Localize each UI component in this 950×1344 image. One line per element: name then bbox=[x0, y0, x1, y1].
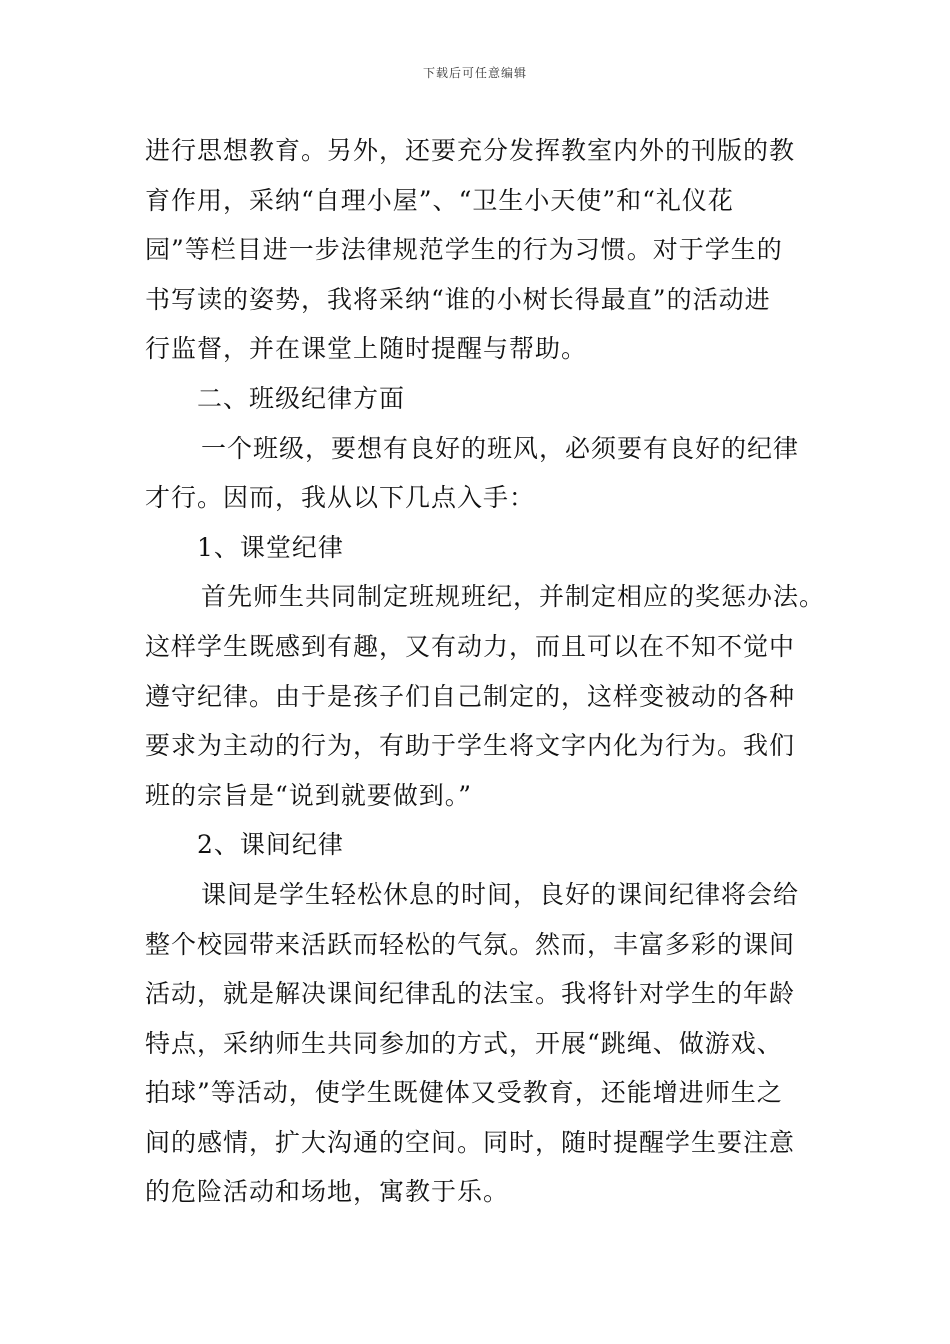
text-line: 行监督，并在课堂上随时提醒与帮助。 bbox=[145, 334, 588, 364]
text-line: 整个校园带来活跃而轻松的气氛。然而，丰富多彩的课间 bbox=[145, 929, 796, 959]
paragraph-start: 一个班级，要想有良好的班风，必须要有良好的纪律 bbox=[201, 433, 800, 463]
text-line: 要求为主动的行为，有助于学生将文字内化为行为。我们 bbox=[145, 731, 796, 761]
text-line: 活动，就是解决课间纪律乱的法宝。我将针对学生的年龄 bbox=[145, 979, 796, 1009]
subsection-heading: 2、课间纪律 bbox=[197, 830, 344, 860]
text-line: 班的宗旨是“说到就要做到。” bbox=[145, 780, 473, 810]
paragraph-start: 首先师生共同制定班规班纪，并制定相应的奖惩办法。 bbox=[201, 582, 826, 612]
text-line: 书写读的姿势，我将采纳“谁的小树长得最直”的活动进 bbox=[145, 284, 771, 314]
text-line: 这样学生既感到有趣，又有动力，而且可以在不知不觉中 bbox=[145, 631, 796, 661]
text-line: 遵守纪律。由于是孩子们自己制定的，这样变被动的各种 bbox=[145, 681, 796, 711]
text-line: 进行思想教育。另外，还要充分发挥教室内外的刊版的教 bbox=[145, 136, 796, 165]
document-body bbox=[145, 126, 835, 1217]
text-line: 间的感情，扩大沟通的空间。同时，随时提醒学生要注意 bbox=[145, 1127, 796, 1157]
text-line: 的危险活动和场地，寓教于乐。 bbox=[145, 1177, 510, 1207]
section-heading: 二、班级纪律方面 bbox=[197, 383, 406, 413]
subsection-heading: 1、课堂纪律 bbox=[197, 532, 344, 562]
page-header: 下载后可任意编辑 bbox=[422, 66, 527, 80]
text-line: 拍球”等活动，使学生既健体又受教育，还能增进师生之 bbox=[145, 1078, 783, 1108]
text-line: 育作用，采纳“自理小屋”、“卫生小天使”和“礼仪花 bbox=[145, 185, 734, 215]
paragraph-start: 课间是学生轻松休息的时间，良好的课间纪律将会给 bbox=[201, 879, 800, 909]
text-line: 才行。因而，我从以下几点入手： bbox=[145, 483, 536, 513]
text-line: 特点，采纳师生共同参加的方式，开展“跳绳、做游戏、 bbox=[145, 1028, 783, 1058]
text-line: 园”等栏目进一步法律规范学生的行为习惯。对于学生的 bbox=[145, 235, 783, 265]
